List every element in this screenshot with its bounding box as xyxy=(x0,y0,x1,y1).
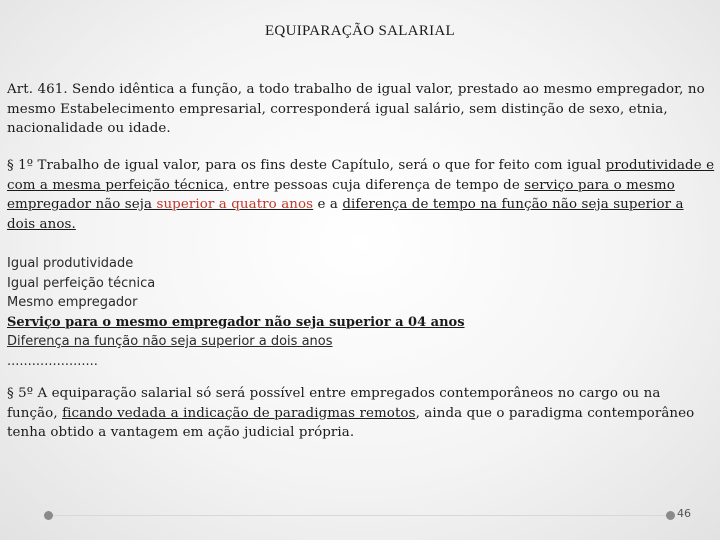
list-item: Mesmo empregador xyxy=(7,295,138,310)
slide-title: EQUIPARAÇÃO SALARIAL xyxy=(264,23,456,39)
p5-text-c: , ainda que o paradigma contemporâneo tenha obtido a vantagem em ação judicial própria. xyxy=(7,405,695,440)
p1-text-c: entre pessoas cuja diferença de tempo de xyxy=(228,177,525,193)
paragraph-5 xyxy=(7,384,715,443)
p5-underlined-paradigms: ficando vedada a indicação de paradigmas remotos xyxy=(62,405,416,421)
article-461-paragraph: Art. 461. Sendo idêntica a função, a todo trabalho de igual valor, prestado ao mesmo empregador, no mesmo Estabelecimento empresarial, corresponderá igual salário, sem distinção de sexo, etnia, nacionalidade ou idade. xyxy=(7,82,705,136)
p1-highlight-four-years: superior a quatro anos xyxy=(156,197,314,212)
list-item-emphasized: Serviço para o mesmo empregador não seja superior a 04 anos xyxy=(7,314,465,330)
p1-text-a: § 1º Trabalho de igual valor, para os fins deste Capítulo, será o que for feito com igual xyxy=(7,158,606,173)
footer-line xyxy=(48,515,670,516)
paragraph-1 xyxy=(7,156,715,234)
list-item: Igual produtividade xyxy=(7,256,134,271)
footer-dot-left-icon xyxy=(44,511,53,520)
requirements-list xyxy=(7,254,715,371)
p1-text-f: e a xyxy=(313,197,343,212)
footer-dot-right-icon xyxy=(666,511,675,520)
p1-underlined-function-time: diferença de tempo na função não seja superior a dois anos. xyxy=(7,197,684,232)
p1-underlined-service: serviço para o mesmo empregador não seja xyxy=(7,177,675,212)
list-item-underlined: Diferença na função não seja superior a dois anos xyxy=(7,334,333,349)
p1-underlined-productivity: produtividade e com a mesma perfeição técnica, xyxy=(7,158,715,193)
p5-text-a: § 5º A equiparação salarial só será possível entre empregados contemporâneos no cargo ou na função, xyxy=(7,386,661,421)
list-item: Igual perfeição técnica xyxy=(7,275,156,291)
list-ellipsis: ...................... xyxy=(7,353,98,369)
page-number: 46 xyxy=(677,507,691,520)
